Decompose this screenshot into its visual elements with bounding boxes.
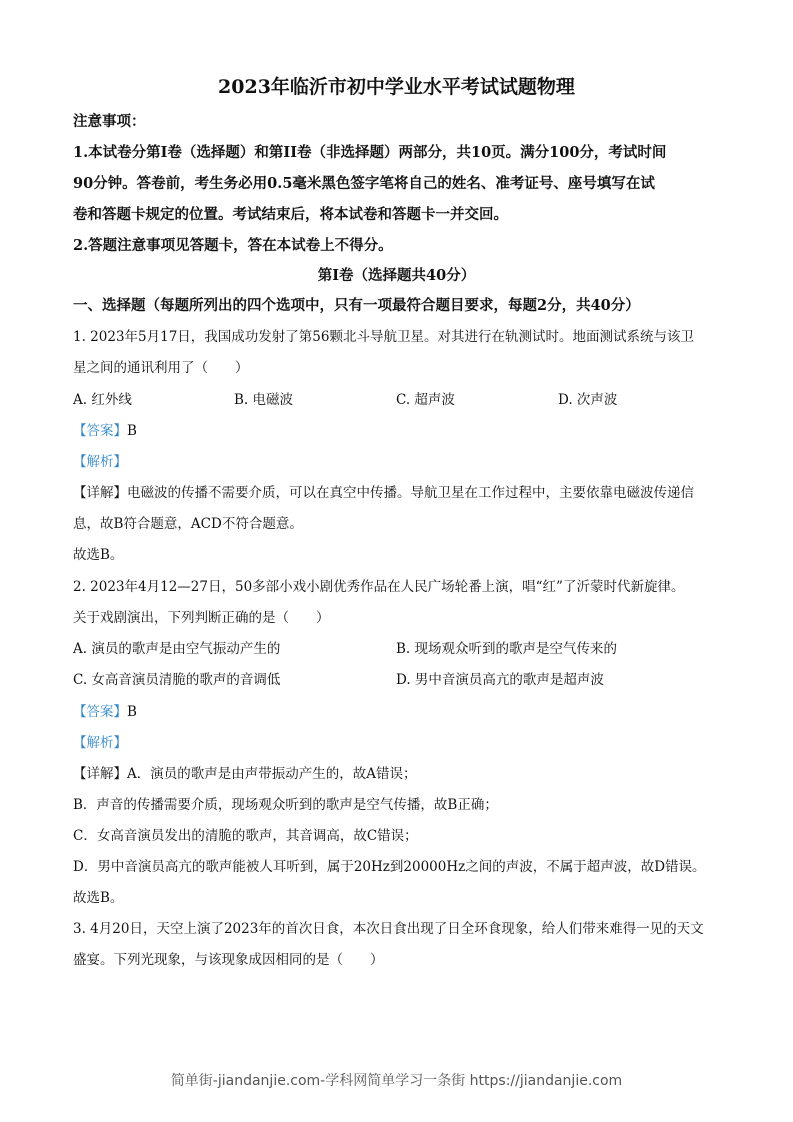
notice-line-2: 90分钟。答卷前，考生务必用0.5毫米黑色签字笔将自己的姓名、准考证号、座号填写在试 [73,175,655,192]
q2-option-b: B. 现场观众听到的歌声是空气传来的 [396,641,618,657]
q3-stem-1: 3. 4月20日，天空上演了2023年的首次日食，本次日食出现了日全环食现象，给人们带来难得一见的天文 [73,921,704,937]
q3-stem-2: 盛宴。下列光现象，与该现象成因相同的是（ ） [73,952,384,968]
page-title: 2023年临沂市初中学业水平考试试题物理 [218,76,575,98]
q2-detail-4: D．男中音演员高亢的歌声能被人耳听到，属于20Hz到20000Hz之间的声波，不属于超声波，故D错误。 [73,859,706,875]
notice-heading: 注意事项： [73,113,146,130]
q1-stem-2: 星之间的通讯利用了（ ） [73,360,249,376]
q2-answer-value: B [127,704,137,720]
q2-stem-2: 关于戏剧演出，下列判断正确的是（ ） [73,610,330,626]
q1-option-a: A. 红外线 [73,392,132,408]
q1-detail-text: 电磁波的传播不需要介质，可以在真空中传播。导航卫星在工作过程中，主要依靠电磁波传递信 [127,485,694,501]
answer-tag: 【答案】 [73,423,127,439]
q2-detail-2: B．声音的传播需要介质，现场观众听到的歌声是空气传播，故B正确； [73,797,498,813]
q2-option-c: C. 女高音演员清脆的歌声的音调低 [73,672,281,688]
part-title: 第I卷（选择题共40分） [317,267,476,284]
q2-stem-1: 2. 2023年4月12—27日，50多部小戏小剧优秀作品在人民广场轮番上演，唱“红”了沂蒙时代新旋律。 [73,579,685,595]
q1-conclusion: 故选B。 [73,547,124,563]
q1-detail-2: 息，故B符合题意，ACD不符合题意。 [73,516,303,532]
detail-tag: 【详解】 [73,485,127,501]
q2-detail-3: C．女高音演员发出的清脆的歌声，其音调高，故C错误； [73,828,418,844]
q2-conclusion: 故选B。 [73,890,124,906]
section-heading: 一、选择题（每题所列出的四个选项中，只有一项最符合题目要求，每题2分，共40分） [73,297,640,314]
notice-line-3: 卷和答题卡规定的位置。考试结束后，将本试卷和答题卡一并交回。 [73,206,508,223]
q2-detail-1 [73,764,417,784]
q1-option-b: B. 电磁波 [234,392,294,408]
q1-answer-value: B [127,423,137,439]
q2-answer [73,702,137,722]
q1-option-c: C. 超声波 [396,392,455,408]
notice-line-4: 2.答题注意事项见答题卡，答在本试卷上不得分。 [73,237,393,254]
notice-line-1: 1.本试卷分第I卷（选择题）和第II卷（非选择题）两部分，共10页。满分100分，考试时间 [73,144,667,161]
detail-tag: 【详解】 [73,766,127,782]
q2-option-d: D. 男中音演员高亢的歌声是超声波 [396,672,604,688]
footer-watermark: 简单街-jiandanjie.com-学科网简单学习一条街 https://jiandanjie.com [170,1073,623,1089]
q1-stem-1: 1. 2023年5月17日，我国成功发射了第56颗北斗导航卫星。对其进行在轨测试时。地面测试系统与该卫 [73,329,694,345]
q1-option-d: D. 次声波 [558,392,618,408]
q1-detail-1 [73,483,694,503]
answer-tag: 【答案】 [73,704,127,720]
q2-option-a: A. 演员的歌声是由空气振动产生的 [73,641,281,657]
q1-analysis-tag: 【解析】 [73,454,127,470]
q2-analysis-tag: 【解析】 [73,735,127,751]
q1-answer [73,421,137,441]
q2-detail-text: A．演员的歌声是由声带振动产生的，故A错误； [127,766,417,782]
